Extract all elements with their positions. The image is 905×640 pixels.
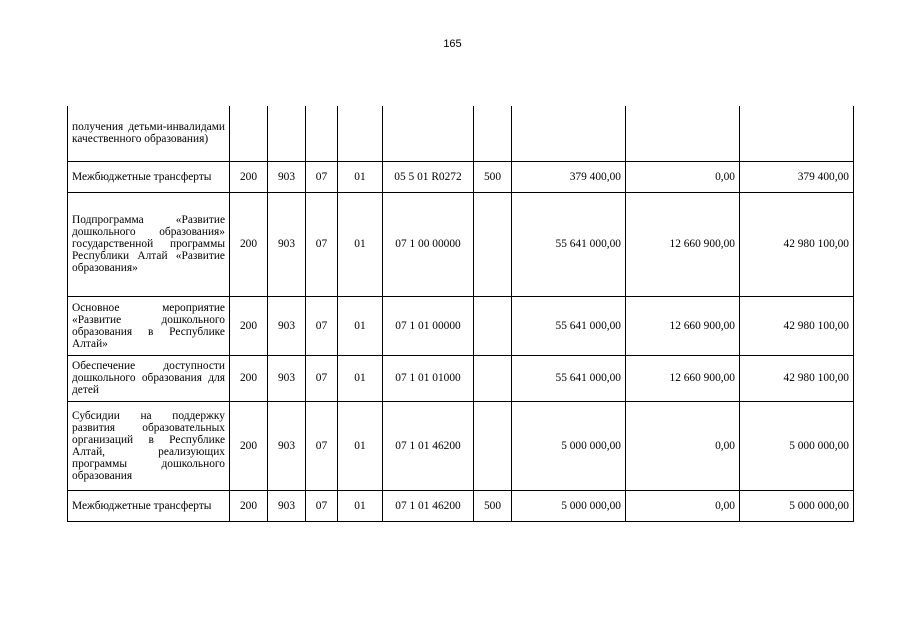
- amount-cell: [740, 106, 854, 161]
- amount-cell: 55 641 000,00: [512, 192, 626, 296]
- amount-cell: 0,00: [626, 401, 740, 490]
- amount-cell: [512, 106, 626, 161]
- code-cell: [268, 106, 306, 161]
- code-cell: 07 1 01 01000: [383, 355, 474, 401]
- code-cell: [474, 355, 512, 401]
- code-cell: 500: [474, 490, 512, 521]
- code-cell: 01: [338, 490, 383, 521]
- row-name-cell: Подпрограмма «Развитие дошкольного образования» государственной программы Республики Алтай «Развитие образования»: [68, 192, 230, 296]
- code-cell: 07: [306, 192, 338, 296]
- amount-cell: 42 980 100,00: [740, 355, 854, 401]
- code-cell: 01: [338, 161, 383, 192]
- code-cell: 200: [230, 192, 268, 296]
- code-cell: 01: [338, 355, 383, 401]
- code-cell: 01: [338, 296, 383, 355]
- code-cell: 07 1 01 46200: [383, 490, 474, 521]
- amount-cell: [626, 106, 740, 161]
- code-cell: [383, 106, 474, 161]
- row-name-cell: Межбюджетные трансферты: [68, 161, 230, 192]
- row-name-cell: Основное мероприятие «Развитие дошкольного образования в Республике Алтай»: [68, 296, 230, 355]
- code-cell: [474, 106, 512, 161]
- amount-cell: 12 660 900,00: [626, 296, 740, 355]
- table-row: [68, 490, 854, 521]
- row-name-cell: получения детьми-инвалидами качественного образования): [68, 106, 230, 161]
- code-cell: 07: [306, 355, 338, 401]
- amount-cell: 379 400,00: [512, 161, 626, 192]
- amount-cell: 5 000 000,00: [512, 490, 626, 521]
- amount-cell: 379 400,00: [740, 161, 854, 192]
- code-cell: 07 1 00 00000: [383, 192, 474, 296]
- table-row: [68, 161, 854, 192]
- code-cell: 200: [230, 490, 268, 521]
- code-cell: [474, 192, 512, 296]
- code-cell: [338, 106, 383, 161]
- page-number: 165: [443, 38, 462, 50]
- amount-cell: 12 660 900,00: [626, 192, 740, 296]
- code-cell: [230, 106, 268, 161]
- amount-cell: 5 000 000,00: [740, 401, 854, 490]
- code-cell: 07: [306, 161, 338, 192]
- code-cell: 903: [268, 192, 306, 296]
- code-cell: 200: [230, 296, 268, 355]
- amount-cell: 0,00: [626, 490, 740, 521]
- code-cell: 903: [268, 490, 306, 521]
- table-row: [68, 355, 854, 401]
- amount-cell: 55 641 000,00: [512, 355, 626, 401]
- code-cell: 903: [268, 401, 306, 490]
- code-cell: [474, 401, 512, 490]
- code-cell: 200: [230, 355, 268, 401]
- amount-cell: 0,00: [626, 161, 740, 192]
- row-name-cell: Обеспечение доступности дошкольного образования для детей: [68, 355, 230, 401]
- code-cell: 07 1 01 46200: [383, 401, 474, 490]
- code-cell: 903: [268, 355, 306, 401]
- table-row: [68, 192, 854, 296]
- table-row: [68, 296, 854, 355]
- code-cell: [306, 106, 338, 161]
- code-cell: 07: [306, 296, 338, 355]
- amount-cell: 42 980 100,00: [740, 192, 854, 296]
- table-row: [68, 106, 854, 161]
- code-cell: 07: [306, 401, 338, 490]
- code-cell: [474, 296, 512, 355]
- code-cell: 500: [474, 161, 512, 192]
- amount-cell: 5 000 000,00: [512, 401, 626, 490]
- code-cell: 200: [230, 401, 268, 490]
- code-cell: 903: [268, 161, 306, 192]
- code-cell: 07: [306, 490, 338, 521]
- code-cell: 200: [230, 161, 268, 192]
- row-name-cell: Межбюджетные трансферты: [68, 490, 230, 521]
- amount-cell: 55 641 000,00: [512, 296, 626, 355]
- row-name-cell: Субсидии на поддержку развития образовательных организаций в Республике Алтай, реализующих программы дошкольного образования: [68, 401, 230, 490]
- budget-table: [67, 106, 854, 522]
- code-cell: 07 1 01 00000: [383, 296, 474, 355]
- amount-cell: 42 980 100,00: [740, 296, 854, 355]
- amount-cell: 5 000 000,00: [740, 490, 854, 521]
- code-cell: 01: [338, 192, 383, 296]
- code-cell: 903: [268, 296, 306, 355]
- code-cell: 01: [338, 401, 383, 490]
- code-cell: 05 5 01 R0272: [383, 161, 474, 192]
- amount-cell: 12 660 900,00: [626, 355, 740, 401]
- table-row: [68, 401, 854, 490]
